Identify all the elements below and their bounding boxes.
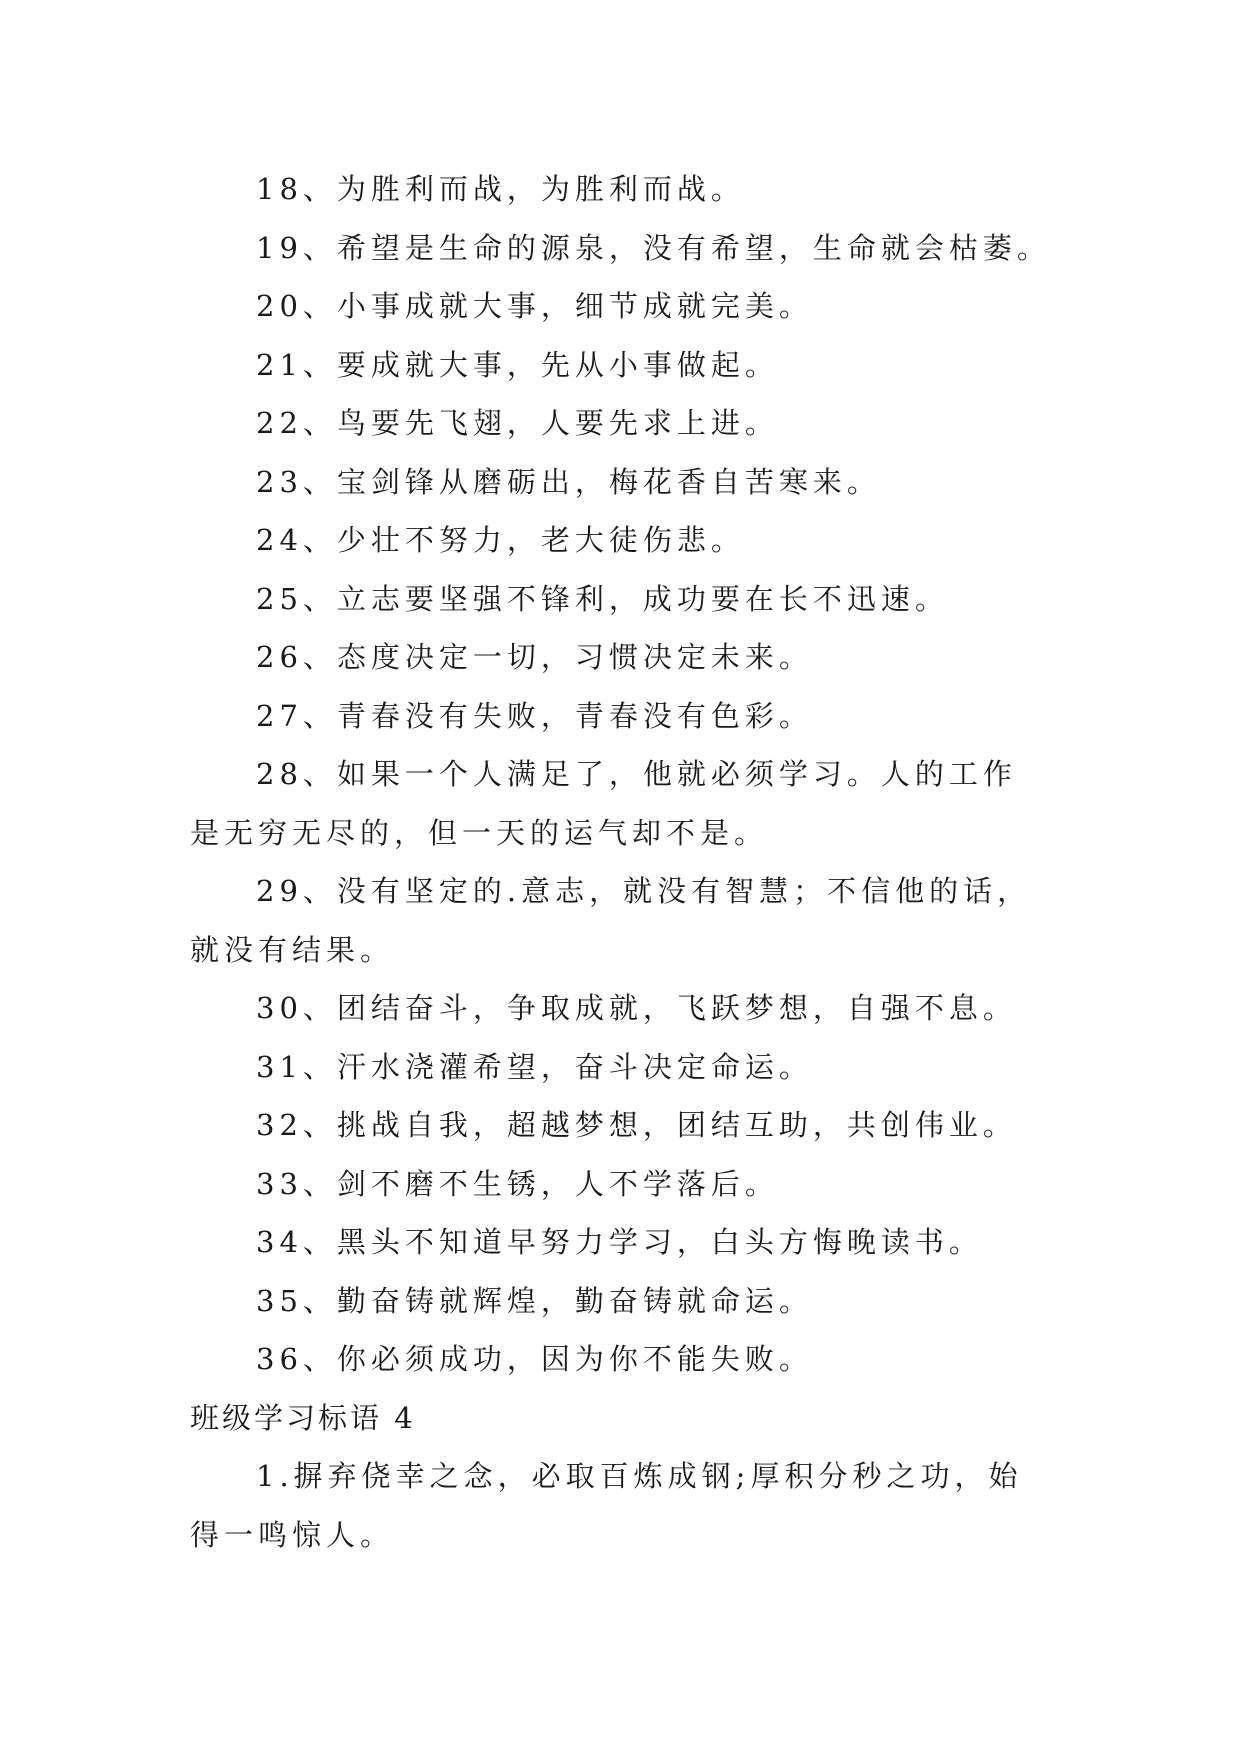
list-item: 22、鸟要先飞翅，人要先求上进。 [256, 406, 779, 440]
list-item: 35、勤奋铸就辉煌，勤奋铸就命运。 [256, 1283, 813, 1318]
list-item: 25、立志要坚强不锋利，成功要在长不迅速。 [256, 581, 949, 616]
list-item: 21、要成就大事，先从小事做起。 [256, 347, 779, 382]
document-body [190, 160, 1050, 1564]
list-item: 1.摒弃侥幸之念，必取百炼成钢;厚积分秒之功，始得一鸣惊人。 [190, 1459, 1023, 1552]
list-item: 28、如果一个人满足了，他就必须学习。人的工作是无穷无尽的，但一天的运气却不是。 [190, 757, 1017, 850]
list-item: 33、剑不磨不生锈，人不学落后。 [256, 1166, 779, 1201]
list-item: 23、宝剑锋从磨砺出，梅花香自苦寒来。 [256, 464, 881, 499]
list-item: 34、黑头不知道早努力学习，白头方悔晚读书。 [256, 1225, 983, 1259]
list-item: 27、青春没有失败，青春没有色彩。 [256, 698, 813, 733]
list-item: 31、汗水浇灌希望，奋斗决定命运。 [256, 1049, 813, 1084]
list-item: 18、为胜利而战，为胜利而战。 [256, 172, 745, 206]
list-item: 19、希望是生命的源泉，没有希望，生命就会枯萎。 [256, 230, 1051, 265]
list-item: 30、团结奋斗，争取成就，飞跃梦想，自强不息。 [256, 991, 1017, 1025]
section-heading: 班级学习标语 4 [190, 1400, 416, 1435]
list-item: 32、挑战自我，超越梦想，团结互助，共创伟业。 [256, 1108, 1017, 1142]
list-item: 20、小事成就大事，细节成就完美。 [256, 289, 813, 323]
list-item: 24、少壮不努力，老大徒伤悲。 [256, 523, 745, 557]
list-item: 29、没有坚定的.意志，就没有智慧；不信他的话，就没有结果。 [190, 874, 1032, 967]
list-item: 36、你必须成功，因为你不能失败。 [256, 1342, 813, 1376]
list-item: 26、态度决定一切，习惯决定未来。 [256, 640, 813, 674]
